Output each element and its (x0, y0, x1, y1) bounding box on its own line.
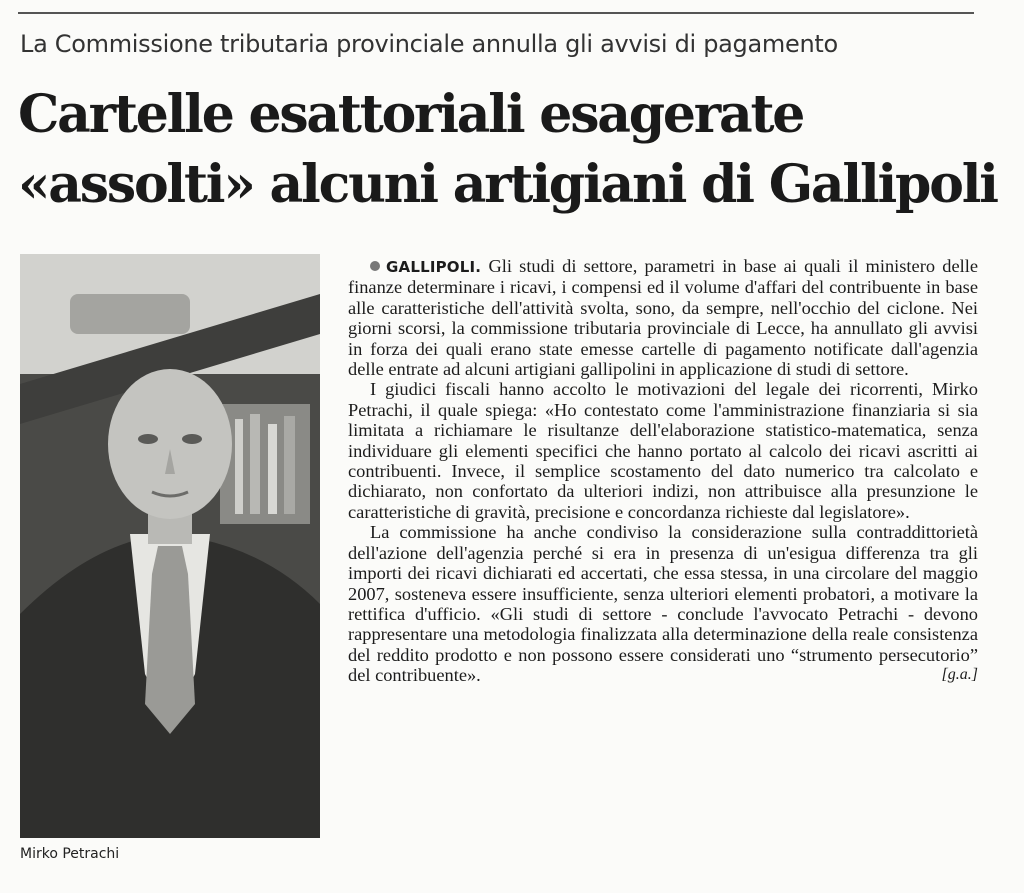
headline (18, 80, 997, 220)
paragraph-3-text: La commissione ha anche condiviso la considerazione sulla contraddittorietà dell'azione dell'agenzia perché si era in presenza di un'esigua differenza tra gli importi dei ricavi dichiarati ed accertati, che essa stessa, in una circolare del maggio 2007, sosteneva essere insufficiente, senza ulteriori elementi probatori, a motivare la rettifica d'ufficio. «Gli studi di settore - conclude l'avvocato Petrachi - devono rappresentare una metodologia finalizzata alla determinazione della reale consistenza del reddito prodotto e non possono essere considerati uno “strumento persecutorio” del contribuente». (348, 522, 978, 686)
headline-line-1: Cartelle esattoriali esagerate (18, 84, 804, 145)
ceiling-lamp (70, 294, 190, 334)
headline-line-2: «assolti» alcuni artigiani di Gallipoli (18, 154, 997, 215)
portrait-illustration (20, 254, 320, 838)
dateline: GALLIPOLI. (386, 258, 482, 276)
left-eye (138, 434, 158, 444)
necktie (145, 546, 195, 734)
book-spine (235, 419, 243, 514)
shelf-books (220, 404, 310, 524)
paragraph-1-text: Gli studi di settore, parametri in base ai quali il ministero delle finanze determinare i ricavi, i compensi ed il volume d'affari del contribuente in base alle caratteristiche dell'attività svolta, sono, da sempre, nell'occhio del ciclone. Nei giorni scorsi, la commissione tributaria provinciale di Lecce, ha annullato gli avvisi in forza dei quali erano state emesse cartelle di pagamento notificate dall'agenzia delle entrate ad alcuni artigiani gallipolini in applicazione di studi di settore. (348, 256, 978, 380)
right-eye (182, 434, 202, 444)
kicker: La Commissione tributaria provinciale annulla gli avvisi di pagamento (20, 30, 838, 58)
paragraph-2: I giudici fiscali hanno accolto le motivazioni del legale dei ricorrenti, Mirko Petrachi, il quale spiega: «Ho contestato come l'amministrazione finanziaria si sia limitata a richiamare le risultanze dell'elaborazione statistico-matematica, senza individuare gli elementi specifici che hanno portato al calcolo dei ricavi ascritti ai contribuenti. Invece, il semplice scostamento del dato numerico tra calcolato e dichiarato, non confortato da ulteriori indizi, non attribuisce alla presunzione le caratteristiche di gravità, precisione e concordanza richieste dal legislatore». (348, 379, 978, 522)
paragraph-1 (348, 256, 978, 379)
top-rule (18, 12, 974, 14)
dateline-bullet-icon (370, 261, 380, 271)
photo-caption: Mirko Petrachi (20, 846, 120, 862)
book-spine (250, 414, 260, 514)
portrait-photo (20, 254, 320, 838)
article-body (348, 256, 978, 686)
book-spine (268, 424, 277, 514)
author-signature: [g.a.] (941, 666, 978, 684)
book-spine (284, 416, 295, 514)
paragraph-3 (348, 522, 978, 685)
